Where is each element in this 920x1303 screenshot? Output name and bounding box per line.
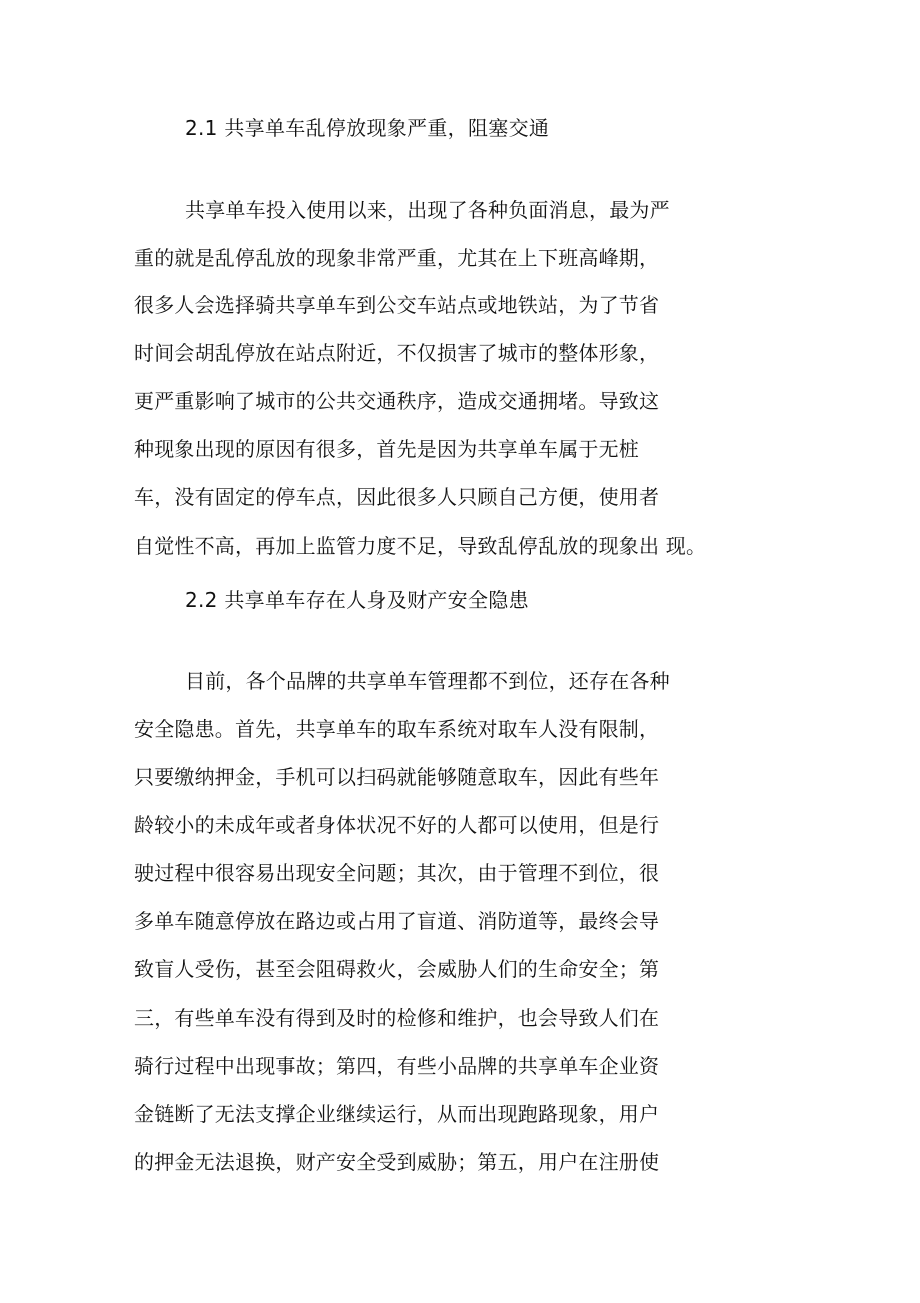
paragraph-line: 金链断了无法支撑企业继续运行，从而出现跑路现象，用户 — [134, 1102, 660, 1126]
paragraph-line: 时间会胡乱停放在站点附近，不仅损害了城市的整体形象， — [134, 341, 660, 365]
paragraph-line: 致盲人受伤，甚至会阻碍救火，会威胁人们的生命安全；第 — [134, 957, 660, 981]
paragraph-line: 很多人会选择骑共享单车到公交车站点或地铁站，为了节省 — [134, 293, 660, 317]
paragraph-line: 共享单车投入使用以来，出现了各种负面消息，最为严 — [185, 198, 670, 222]
paragraph-line: 种现象出现的原因有很多，首先是因为共享单车属于无桩 — [134, 437, 639, 461]
paragraph-line: 龄较小的未成年或者身体状况不好的人都可以使用，但是行 — [134, 813, 660, 837]
paragraph-line: 车，没有固定的停车点，因此很多人只顾自己方便，使用者 — [134, 485, 660, 509]
paragraph-line: 只要缴纳押金，手机可以扫码就能够随意取车，因此有些年 — [134, 765, 660, 789]
section-heading-2-1: 2.1 共享单车乱停放现象严重，阻塞交通 — [185, 116, 550, 140]
section-heading-2-2: 2.2 共享单车存在人身及财产安全隐患 — [185, 588, 529, 612]
paragraph-line: 骑行过程中出现事故；第四，有些小品牌的共享单车企业资 — [134, 1054, 660, 1078]
paragraph-line: 安全隐患。首先，共享单车的取车系统对取车人没有限制， — [134, 717, 660, 741]
paragraph-line: 重的就是乱停乱放的现象非常严重，尤其在上下班高峰期， — [134, 246, 660, 270]
paragraph-line: 更严重影响了城市的公共交通秩序，造成交通拥堵。导致这 — [134, 389, 660, 413]
paragraph-line: 的押金无法退换，财产安全受到威胁；第五，用户在注册使 — [134, 1150, 660, 1174]
paragraph-line: 自觉性不高，再加上监管力度不足，导致乱停乱放的现象出 现。 — [134, 534, 707, 558]
paragraph-line: 三，有些单车没有得到及时的检修和维护，也会导致人们在 — [134, 1006, 660, 1030]
paragraph-line: 多单车随意停放在路边或占用了盲道、消防道等，最终会导 — [134, 909, 660, 933]
paragraph-line: 目前，各个品牌的共享单车管理都不到位，还存在各种 — [185, 669, 670, 693]
paragraph-line: 驶过程中很容易出现安全问题；其次，由于管理不到位，很 — [134, 861, 660, 885]
